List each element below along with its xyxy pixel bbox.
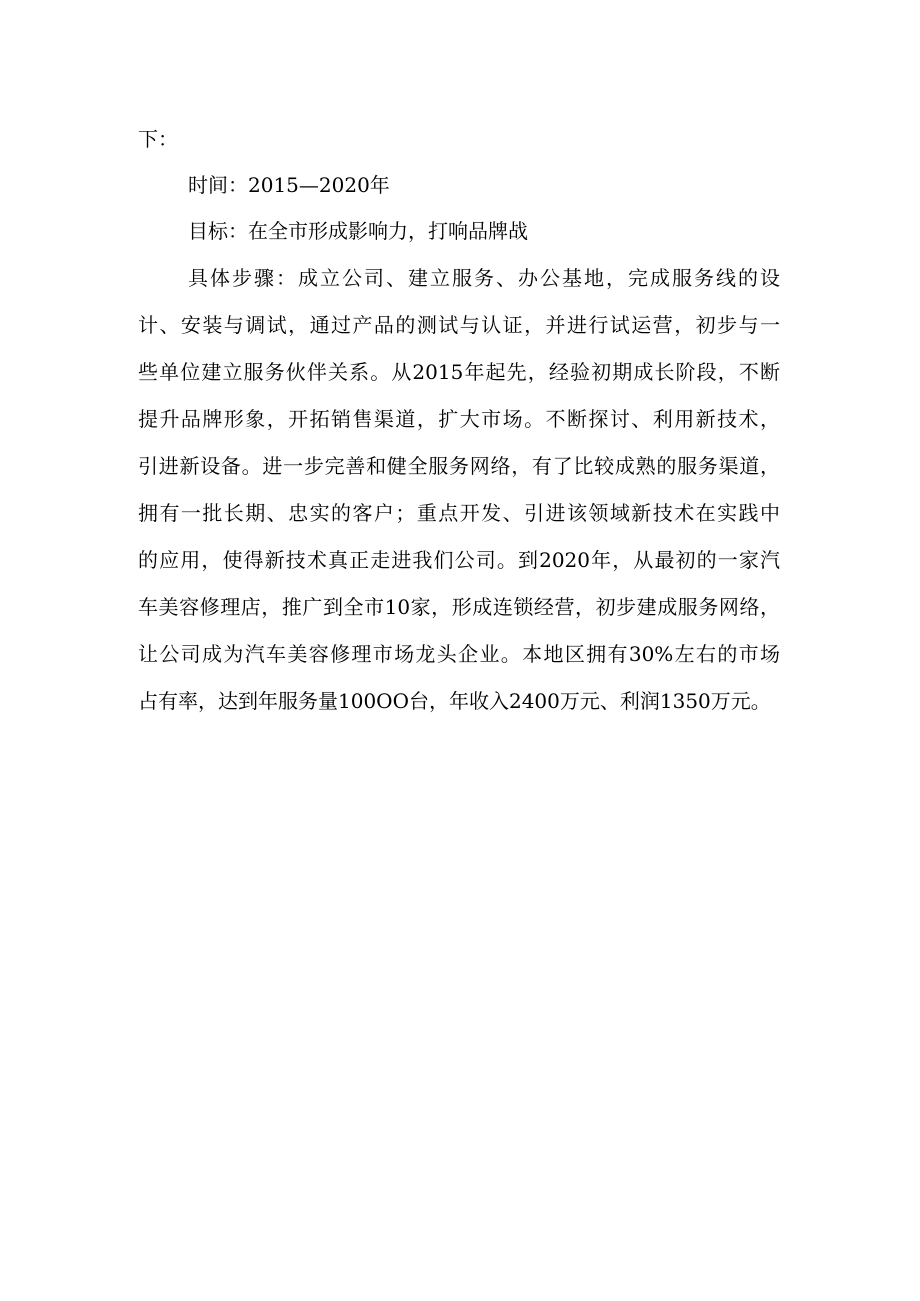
continuation-text: 下： — [138, 127, 178, 151]
steps-paragraph-line: 拥有一批长期、忠实的客户；重点开发、引进该领域新技术在实践中 — [138, 501, 780, 525]
steps-paragraph-line: 让公司成为汽车美容修理市场龙头企业。本地区拥有30%左右的市场 — [138, 642, 780, 666]
steps-paragraph-line: 具体步骤：成立公司、建立服务、办公基地，完成服务线的设 — [188, 266, 780, 290]
steps-paragraph-line: 些单位建立服务伙伴关系。从2015年起先，经验初期成长阶段，不断 — [138, 360, 780, 384]
time-line: 时间：2015—2020年 — [188, 173, 390, 197]
steps-paragraph-line: 的应用，使得新技术真正走进我们公司。到2020年，从最初的一家汽 — [138, 548, 780, 572]
steps-paragraph-line: 占有率，达到年服务量100OO台，年收入2400万元、利润1350万元。 — [138, 689, 771, 713]
steps-paragraph-line: 引进新设备。进一步完善和健全服务网络，有了比较成熟的服务渠道， — [138, 454, 780, 478]
goal-line: 目标：在全市形成影响力，打响品牌战 — [188, 219, 528, 243]
steps-paragraph-line: 车美容修理店，推广到全市10家，形成连锁经营，初步建成服务网络， — [138, 595, 780, 619]
steps-paragraph-line: 提升品牌形象，开拓销售渠道，扩大市场。不断探讨、利用新技术， — [138, 407, 780, 431]
steps-paragraph-line: 计、安装与调试，通过产品的测试与认证，并进行试运营，初步与一 — [138, 313, 780, 337]
